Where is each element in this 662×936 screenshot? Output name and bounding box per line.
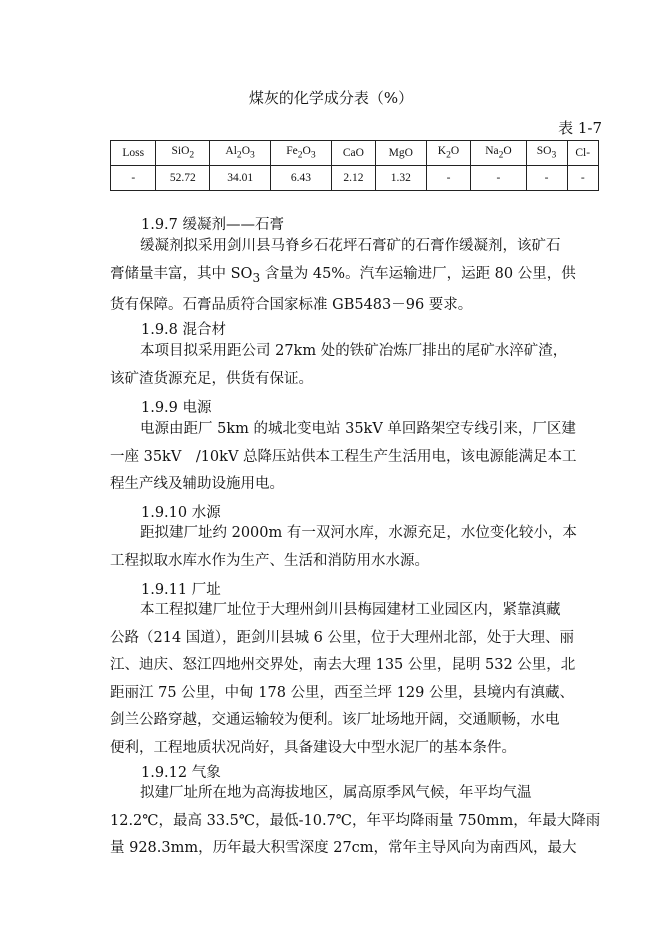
header-cell-loss: Loss bbox=[111, 141, 156, 166]
header-cell-fe2o3: $Fe_2O_3$ bbox=[271, 141, 332, 166]
section-body-1-9-8 bbox=[110, 338, 610, 393]
table-title: 煤灰的化学成分表（%） bbox=[248, 89, 414, 107]
chemical-composition-table bbox=[110, 140, 599, 191]
table-header-row bbox=[111, 141, 599, 166]
paragraph-line: 便利，工程地质状况尚好，具备建设大中型水泥厂的基本条件。 bbox=[110, 739, 516, 756]
section-heading-1-9-7: 1.9.7 缓凝剂——石膏 bbox=[141, 217, 285, 233]
section-body-1-9-11 bbox=[110, 597, 610, 763]
paragraph-line: 电源由距厂 5km 的城北变电站 35kV 单回路架空专线引来，厂区建 bbox=[140, 421, 576, 437]
section-body-1-9-10 bbox=[110, 520, 610, 575]
section-heading-1-9-8: 1.9.8 混合材 bbox=[141, 322, 227, 338]
table-value-row bbox=[111, 166, 599, 191]
paragraph-line: 本项目拟采用距公司 27km 处的铁矿冶炼厂排出的尾矿水淬矿渣， bbox=[140, 343, 568, 359]
paragraph-line: 距拟建厂址约 2000m 有一双河水库，水源充足，水位变化较小，本 bbox=[140, 525, 577, 541]
header-cell-cao: CaO bbox=[331, 141, 375, 166]
header-cell-so3: $SO_3$ bbox=[526, 141, 567, 166]
section-body-1-9-12 bbox=[110, 780, 610, 863]
section-heading-1-9-12: 1.9.12 气象 bbox=[141, 765, 221, 781]
value-cell-na2o: - bbox=[471, 166, 526, 191]
value-cell-loss: - bbox=[111, 166, 156, 191]
section-heading-1-9-9: 1.9.9 电源 bbox=[141, 400, 212, 416]
paragraph-line: 程生产线及辅助设施用电。 bbox=[110, 476, 284, 493]
header-cell-mgo: MgO bbox=[376, 141, 427, 166]
paragraph-line: 拟建厂址所在地为高海拔地区，属高原季风气候，年平均气温 bbox=[140, 785, 532, 801]
paragraph-line: 距丽江 75 公里，中甸 178 公里，西至兰坪 129 公里，县境内有滇藏、 bbox=[110, 684, 574, 701]
paragraph-line: 缓凝剂拟采用剑川县马脊乡石花坪石膏矿的石膏作缓凝剂，该矿石 bbox=[140, 238, 561, 254]
paragraph-line: 江、迪庆、怒江四地州交界处，南去大理 135 公里，昆明 532 公里，北 bbox=[110, 657, 576, 674]
value-cell-cao: 2.12 bbox=[331, 166, 375, 191]
header-cell-cl: Cl- bbox=[567, 141, 599, 166]
value-cell-sio2: 52.72 bbox=[156, 166, 210, 191]
header-cell-k2o: $K_2O$ bbox=[426, 141, 471, 166]
value-cell-so3: - bbox=[526, 166, 567, 191]
header-cell-al2o3: $Al_2O_3$ bbox=[210, 141, 271, 166]
value-cell-mgo: 1.32 bbox=[376, 166, 427, 191]
value-cell-cl: - bbox=[567, 166, 599, 191]
paragraph-line: 该矿渣货源充足，供货有保证。 bbox=[110, 370, 313, 387]
value-cell-al2o3: 34.01 bbox=[210, 166, 271, 191]
paragraph-line: 一座 35kV /10kV 总降压站供本工程生产生活用电，该电源能满足本工 bbox=[110, 448, 577, 465]
paragraph-line: 剑兰公路穿越，交通运输较为便利。该厂址场地开阔，交通顺畅，水电 bbox=[110, 712, 560, 729]
value-cell-fe2o3: 6.43 bbox=[271, 166, 332, 191]
section-heading-1-9-11: 1.9.11 厂址 bbox=[141, 582, 221, 598]
value-cell-k2o: - bbox=[426, 166, 471, 191]
section-heading-1-9-10: 1.9.10 水源 bbox=[141, 505, 221, 521]
paragraph-line: 量 928.3mm，历年最大积雪深度 27cm，常年主导风向为南西风，最大 bbox=[110, 840, 577, 857]
paragraph-line: 本工程拟建厂址位于大理州剑川县梅园建材工业园区内，紧靠滇藏 bbox=[140, 602, 561, 618]
paragraph-line: 12.2℃，最高 33.5℃，最低-10.7℃，年平均降雨量 750mm，年最大降雨 bbox=[110, 812, 601, 829]
header-cell-sio2: SiO$_2$ bbox=[156, 141, 210, 166]
section-body-1-9-7 bbox=[110, 233, 610, 320]
paragraph-line: 膏储量丰富，其中 $SO_3$ 含量为 45%。汽车运输进厂，运距 80 公里，供 bbox=[110, 265, 576, 285]
paragraph-line: 货有保障。石膏品质符合国家标准 GB5483－96 要求。 bbox=[110, 297, 473, 314]
paragraph-line: 工程拟取水库水作为生产、生活和消防用水水源。 bbox=[110, 552, 429, 569]
section-body-1-9-9 bbox=[110, 416, 610, 499]
table-number: 表 1-7 bbox=[558, 119, 602, 137]
paragraph-line: 公路（214 国道），距剑川县城 6 公里，位于大理州北部，处于大理、丽 bbox=[110, 629, 574, 646]
header-cell-na2o: $Na_2O$ bbox=[471, 141, 526, 166]
